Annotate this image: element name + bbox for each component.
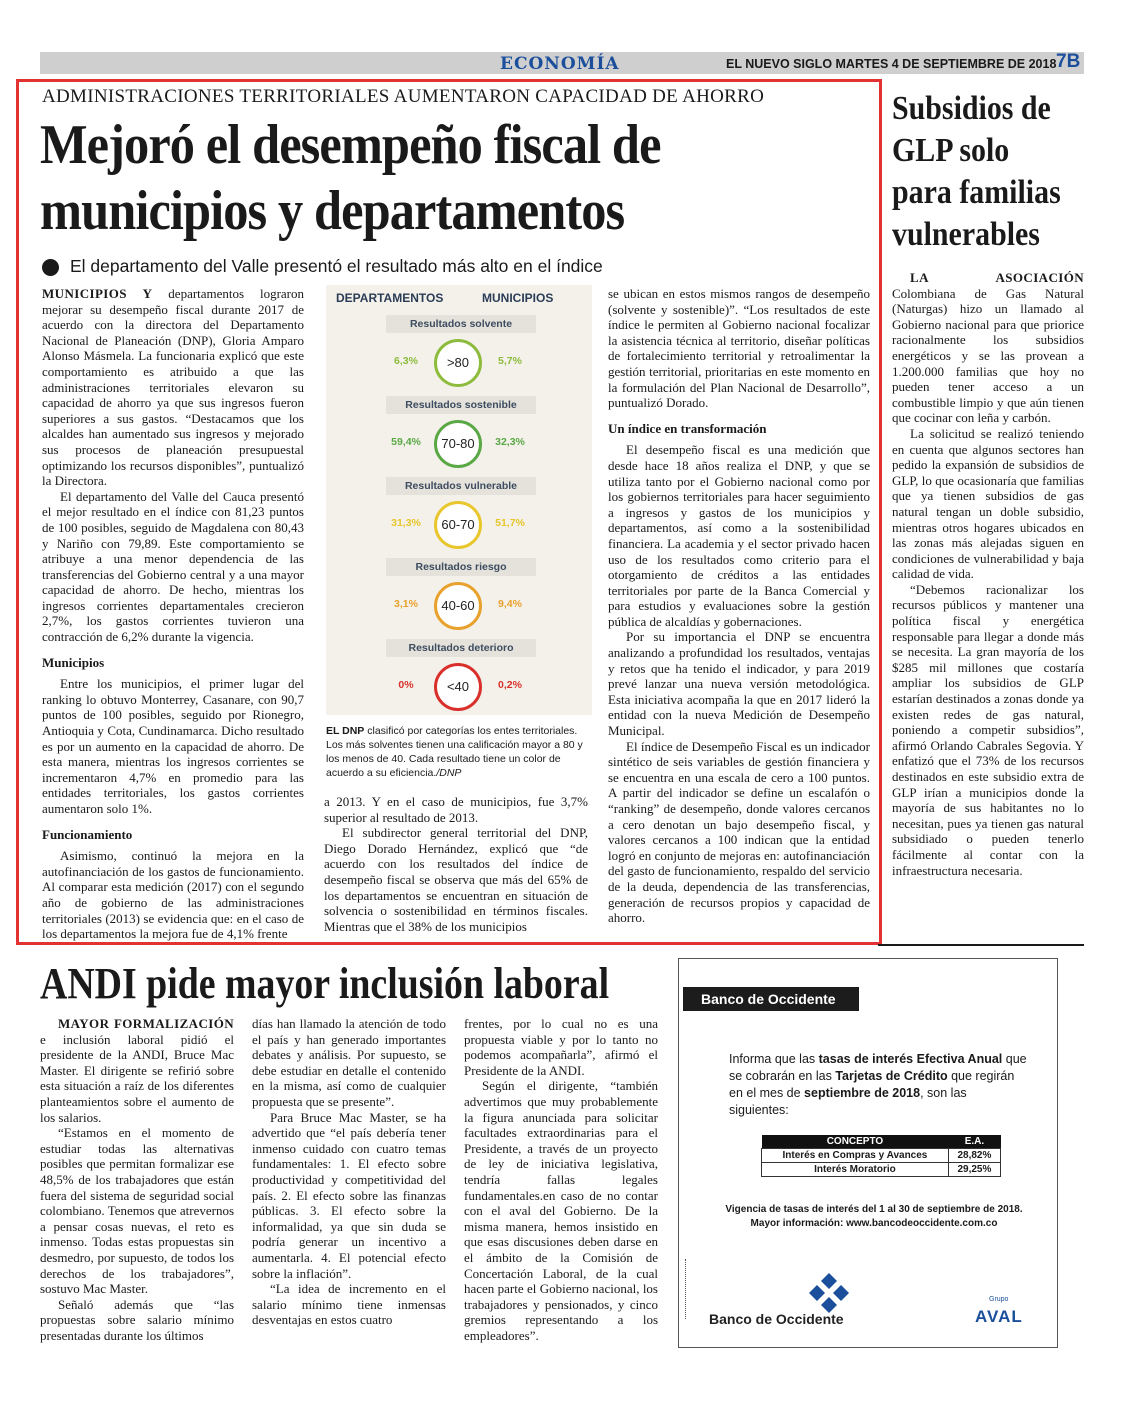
andi-column-1 — [40, 1016, 234, 1343]
table-cell: Interés Moratorio — [762, 1163, 949, 1177]
paragraph: La solicitud se realizó teniendo en cuenta que algunos sectores han pedido la expansión de subsidios de GLP, lo que ocasionaría que familias que ya tienen subsidios de gas natural tengan un doble subsidio, mientras otros hogares ubicados en las zonas más alejadas siguen en condiciones de vulnerabilidad y baja calidad de vida. — [892, 425, 1084, 582]
paragraph: Entre los municipios, el primer lugar del ranking lo obtuvo Monterrey, Casanare, con 90,7 puntos de 100 posibles, seguido por Rionegro, Antioquia y Cota, Cundinamarca. Dicho resultado es por un aumento en la capacidad de ahorro. De esta manera, mientras los ingresos corrientes se incrementaron 4,7% en promedio para las entidades territoriales, los gastos corrientes aumentaron solo 1%. — [42, 676, 304, 816]
result-category-label: Resultados vulnerable — [386, 477, 536, 495]
paragraph: “Estamos en el momento de estudiar todas las alternativas posibles que permitan formalizar ese 48,5% de los trabajadores que están fuera del sistema de seguridad social colombiano. Tenemos que atrevernos a pensar cosas nuevas, el reto es inmenso. Todas estas propuestas sin desmedro, por supuesto, de todos los derechos de los trabajadores”, sostuvo Mac Master. — [40, 1125, 234, 1297]
paragraph: Según el dirigente, “también advertimos que muy probablemente la figura anunciada para solicitar facultades extraordinarias para el Presidente, a través de un proyecto de ley de iniciativa legislativa, tendría fallas legales fundamentales.en caso de no contar con el aval del Gobierno. De la misma manera, hemos insistido en que esas discusiones deben darse en el ámbito de la Comisión de Concertación Laboral, de la cual hacen parte el Gobierno nacional, los trabajadores y pensionados, y cinco gremios representando a los empleadores”. — [464, 1078, 658, 1343]
infographic-head-departamentos: DEPARTAMENTOS — [336, 291, 444, 305]
paragraph: frentes, por lo cual no es una propuesta viable y por lo tanto no podemos acompañarla”, afirmó el Presidente de la ANDI. — [464, 1016, 658, 1078]
results-infographic — [326, 285, 592, 715]
paragraph: se ubican en estos mismos rangos de desempeño (solvente y sostenible)”. “Los resultados de este índice le permiten al Gobierno nacional focalizar la asistencia técnica al territorio, diseñar políticas de fortalecimiento territorial y retroalimentar la gestión territorial, prioritarias en este momento en la formulación del Plan Nacional de Desarrollo”, puntualizó Dorado. — [608, 286, 870, 411]
table-header: CONCEPTO — [762, 1135, 949, 1149]
result-category-label: Resultados solvente — [386, 315, 536, 333]
paragraph: e inclusión laboral pidió el presidente de la ANDI, Bruce Mac Master. El dirigente se refirió sobre esta situación a raíz de los diferentes planteamientos sobre el aumento de los salarios. — [40, 1031, 234, 1125]
result-range-circle: 40-60 — [434, 582, 482, 630]
table-cell: Interés en Compras y Avances — [762, 1149, 949, 1163]
lead-in: MAYOR FORMALIZACIÓN — [58, 1016, 234, 1031]
result-range-circle: 60-70 — [434, 501, 482, 549]
article-headline: Mejoró el desempeño fiscal de municipios y departamentos — [40, 114, 661, 242]
rates-table — [761, 1135, 1001, 1177]
issue-line: EL NUEVO SIGLO MARTES 4 DE SEPTIEMBRE DE 2018 — [726, 57, 1057, 71]
paragraph: El índice de Desempeño Fiscal es un indicador sintético de seis variables de gestión financiera y se encuentra en una escala de cero a 100 puntos. A partir del indicador se define un escalafón o “ranking” de desempeño, donde valores cercanos a cero denotan un bajo desempeño fiscal, y valores cercanos a 100 indican que la entidad logró en conjunto de mejoras en: autofinanciación del gasto de funcionamiento, respaldo del servicio de la deuda, dependencia de las transferencias, generación de recursos propios y capacidad de ahorro. — [608, 738, 870, 926]
departamentos-percentage: 0% — [398, 679, 414, 691]
paragraph: “La idea de incremento en el salario mínimo tiene inmensas desventajas en estos cuatro — [252, 1281, 446, 1328]
municipios-percentage: 5,7% — [498, 355, 522, 367]
lead-in: LA ASOCIACIÓN — [910, 270, 1084, 285]
ad-text-bold: Tarjetas de Crédito — [835, 1069, 948, 1083]
result-range-circle: >80 — [434, 339, 482, 387]
lead-in: MUNICIPIOS Y — [42, 286, 153, 301]
subheading: Funcionamiento — [42, 826, 133, 842]
ad-intro — [729, 1051, 1029, 1119]
paragraph: departamentos lograron mejorar su desempeño fiscal durante 2017 de acuerdo con la directora del Departamento Nacional de Planeación (DNP), Gloria Amparo Alonso Másmela. La funcionaria explicó que este comportamiento es atribuido a que las administraciones territoriales elevaron su capacidad de ahorro ya que sus ingresos fueron superiores a sus gastos. “Destacamos que los alcaldes han aumentado sus ingresos y mejorado sus procesos de planeación presupuestal optimizando los recursos disponibles”, puntualizó la Directora. — [42, 286, 304, 489]
andi-headline: ANDI pide mayor inclusión laboral — [40, 959, 610, 1008]
article-column-1 — [42, 286, 304, 942]
page-number: 7B — [1056, 51, 1081, 72]
article-kicker: ADMINISTRACIONES TERRITORIALES AUMENTARON CAPACIDAD DE AHORRO — [42, 86, 765, 107]
paragraph: Por su importancia el DNP se encuentra analizando a profundidad los resultados, ventajas y retos que ha tenido el indicador, y para 2019 prevé lanzar una nueva versión metodológica. Esta iniciativa acompaña la que en 2017 lideró la entidad con la nueva Medición de Desempeño Municipal. — [608, 629, 870, 739]
divider — [878, 944, 1084, 946]
table-cell: 28,82% — [948, 1149, 1000, 1163]
ad-side-marks — [685, 1259, 694, 1319]
table-header: E.A. — [948, 1135, 1000, 1149]
ad-text-bold: tasas de interés Efectiva Anual — [818, 1052, 1003, 1066]
municipios-percentage: 9,4% — [498, 598, 522, 610]
result-category-label: Resultados riesgo — [386, 558, 536, 576]
ad-text: , son las siguientes: — [729, 1086, 967, 1117]
ad-validity: Vigencia de tasas de interés del 1 al 30 de septiembre de 2018. — [725, 1204, 1023, 1215]
bullet-icon — [42, 259, 59, 276]
subheading: Un índice en transformación — [608, 420, 767, 436]
paragraph: a 2013. Y en el caso de municipios, fue 3,7% superior al resultado de 2013. — [324, 794, 588, 825]
section-name: ECONOMÍA — [500, 54, 620, 74]
municipios-percentage: 0,2% — [498, 679, 522, 691]
result-range-circle: 70-80 — [434, 420, 482, 468]
ad-text: Informa que las — [729, 1052, 819, 1066]
ad-text-bold: septiembre de 2018 — [804, 1086, 921, 1100]
paragraph: Colombiana de Gas Natural (Naturgas) hizo un llamado al Gobierno nacional para que priorice racionalmente los subsidios energéticos y se las provean a 1.200.000 familias que hoy no pueden tener acceso a un combustible limpio y que aún tienen que cocinar con leña y carbón. — [892, 285, 1084, 426]
infographic-head-municipios: MUNICIPIOS — [482, 291, 554, 305]
ad-text: que se cobrarán en las — [729, 1052, 1027, 1083]
bank-logo-icon — [807, 1271, 851, 1315]
article-column-2 — [324, 794, 588, 934]
bank-advertisement — [678, 958, 1058, 1348]
result-category-label: Resultados sostenible — [386, 396, 536, 414]
article-column-3 — [608, 286, 870, 926]
table-row — [762, 1163, 1001, 1177]
table-cell: 29,25% — [948, 1163, 1000, 1177]
paragraph: Señaló además que “las propuestas sobre salario mínimo presentadas durante los últimos — [40, 1296, 234, 1343]
subheading: Municipios — [42, 654, 105, 670]
paragraph: El departamento del Valle del Cauca presentó el mejor resultado en el índice con 81,23 puntos de 100 posibles, seguido de Magdalena con 80,43 y Nariño con 79,89. Este comportamiento se atribuye a una menor dependencia de las transferencias del Gobierno central y a una mayor capacidad de ahorro. De hecho, mientras los ingresos corrientes departamentales crecieron 2,7%, los gastos corrientes tuvieron una contracción de 6,2% durante la vigencia. — [42, 488, 304, 645]
paragraph: “Debemos racionalizar los recursos públicos y mantener una política fiscal y energética responsable para llegar a donde más se necesita. La gran mayoría de los $285 mil millones que costaría ampliar los subsidios de GLP estarían destinados a zonas donde ya existen redes de gas natural, poniendo a competir subsidios”, afirmó Orlando Cabrales Segovia. Y enfatizó que el 73% de los recursos destinados en este subsidio extra de GLP irían a municipios donde la mayoría de sus habitantes no lo necesitan, pues ya tienen gas natural subsidiado o pueden tenerlo fácilmente al contar con la infraestructura necesaria. — [892, 581, 1084, 878]
ad-footer — [709, 1203, 1039, 1231]
aval-logo: AVAL — [975, 1307, 1023, 1326]
ad-text: que regirán en el mes de — [729, 1069, 1015, 1100]
paragraph: Asimismo, continuó la mejora en la autofinanciación de los gastos de funcionamiento. Al comparar esta medición (2017) con el segundo año de gobierno de las administraciones territoriales (2013) se evidencia que: en el caso de los departamentos la mejora fue de 4,1% frente — [42, 848, 304, 942]
ad-bank-tag: Banco de Occidente — [683, 987, 859, 1011]
departamentos-percentage: 3,1% — [394, 598, 418, 610]
municipios-percentage: 32,3% — [495, 436, 525, 448]
caption-lead: EL DNP — [326, 725, 365, 737]
caption-credit: /DNP — [436, 767, 462, 779]
bank-logo-text: Banco de Occidente — [709, 1311, 844, 1327]
table-row — [762, 1149, 1001, 1163]
infographic-caption — [326, 724, 588, 780]
andi-column-2 — [252, 1016, 446, 1328]
caption-text: clasificó por categorías los entes territoriales. Los más solventes tienen una calificación mayor a 80 y los menos de 40. Cada resultado tiene un color de acuerdo a su eficiencia. — [326, 725, 583, 779]
departamentos-percentage: 59,4% — [391, 436, 421, 448]
ad-more-info: Mayor información: www.bancodeoccidente.com.co — [750, 1218, 998, 1229]
glp-headline: Subsidios de GLP solo para familias vulnerables — [892, 90, 1061, 253]
paragraph: días han llamado la atención de todo el país y han generado importantes debates y análisis. Por supuesto, se debe estudiar en detalle el contenido en la misma, así como de cualquier propuesta que se presente”. — [252, 1016, 446, 1109]
grupo-label: Grupo — [989, 1296, 1009, 1303]
departamentos-percentage: 6,3% — [394, 355, 418, 367]
municipios-percentage: 51,7% — [495, 517, 525, 529]
paragraph: El desempeño fiscal es una medición que desde hace 18 años realiza el DNP, y que se utiliza tanto por el Gobierno nacional como por los gobiernos territoriales para hacer seguimiento a ingresos y gastos de los municipios y departamentos, así como a la sostenibilidad financiera. La academia y el sector privado hacen uso de los resultados como criterio para el otorgamiento de créditos a las entidades territoriales por parte de la Banca Comercial y para estudios y evaluaciones sobre la gestión pública de alcaldías y gobernaciones. — [608, 442, 870, 629]
departamentos-percentage: 31,3% — [391, 517, 421, 529]
paragraph: El subdirector general territorial del DNP, Diego Dorado Hernández, explicó que “de acuerdo con los resultados del índice de desempeño fiscal se observa que más del 65% de los departamentos se encuentran en situación de solvencia o sostenibilidad en términos fiscales. Mientras que el 38% de los municipios — [324, 825, 588, 934]
paragraph: Para Bruce Mac Master, se ha advertido que “el país debería tener inmenso cuidado con cuatro temas fundamentales: 1. El efecto sobre productividad y competitividad del país. 2. El efecto sobre las finanzas públicas. 3. El efecto sobre la informalidad, ya que sin duda se podría generar un incentivo a aumentarla. 4. El potencial efecto sobre la inflación”. — [252, 1109, 446, 1281]
result-category-label: Resultados deterioro — [386, 639, 536, 657]
andi-column-3 — [464, 1016, 658, 1343]
result-range-circle: <40 — [434, 663, 482, 711]
glp-column — [892, 270, 1084, 878]
article-subhead: El departamento del Valle presentó el resultado más alto en el índice — [70, 256, 603, 276]
